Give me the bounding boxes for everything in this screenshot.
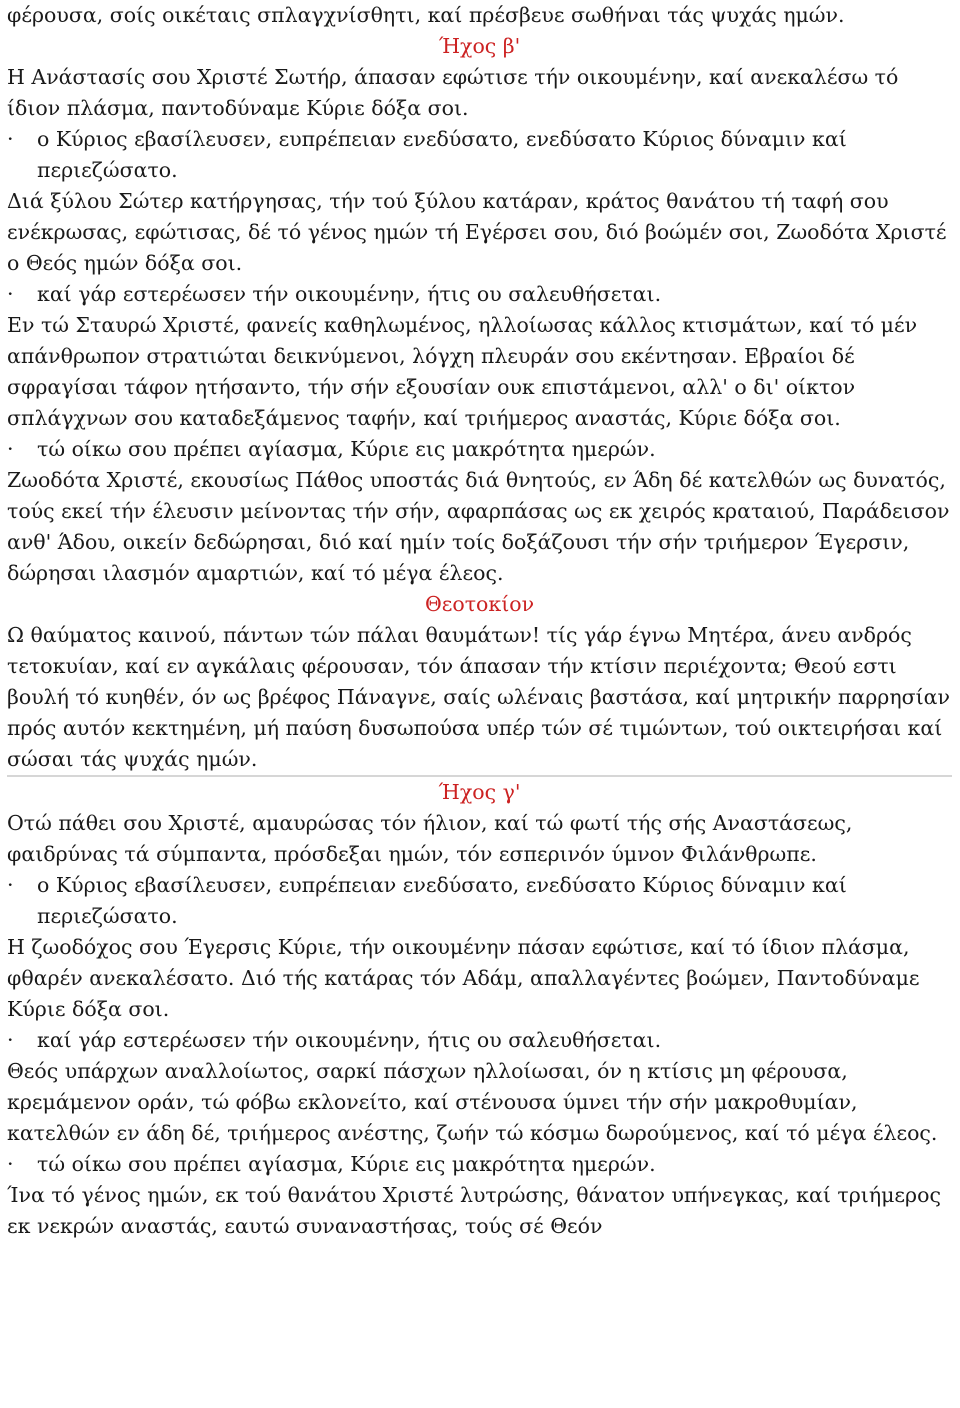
verse-text: τώ οίκω σου πρέπει αγίασμα, Κύριε εις μακρότητα ημερών. bbox=[37, 1152, 656, 1176]
verse-bullet: · bbox=[7, 127, 14, 151]
psalm-verse bbox=[7, 1149, 952, 1180]
verse-text: καί γάρ εστερέωσεν τήν οικουμένην, ήτις ου σαλευθήσεται. bbox=[37, 1028, 662, 1052]
verse-text: ο Κύριος εβασίλευσεν, ευπρέπειαν ενεδύσατο, ενεδύσατο Κύριος δύναμιν καί περιεζώσατο. bbox=[37, 873, 847, 928]
verse-bullet: · bbox=[7, 1152, 14, 1176]
section-heading: Ήχος γ' bbox=[438, 780, 521, 804]
psalm-verse bbox=[7, 434, 952, 465]
verse-bullet: · bbox=[7, 1028, 14, 1052]
section-heading: Ήχος β' bbox=[438, 34, 521, 58]
verse-bullet: · bbox=[7, 873, 14, 897]
hymn-paragraph: Θεός υπάρχων αναλλοίωτος, σαρκί πάσχων ηλλοίωσαι, όν η κτίσις μη φέρουσα, κρεμάμενον οράν, τώ φόβω εκλονείτο, καί στένουσα ύμνει τήν σήν μακροθυμίαν, κατελθών εν άδη δέ, τριήμερος ανέστης, ζωήν τώ κόσμω δωρούμενος, καί τό μέγα έλεος. bbox=[7, 1059, 938, 1145]
hymn-paragraph: Η ζωοδόχος σου Έγερσις Κύριε, τήν οικουμένην πάσαν εφώτισε, καί τό ίδιον πλάσμα, φθαρέν ανεκαλέσατο. Διό τής κατάρας τόν Αδάμ, απαλλαγέντες βοώμεν, Παντοδύναμε Κύριε δόξα σοι. bbox=[7, 935, 920, 1021]
hymn-paragraph: Ω θαύματος καινού, πάντων τών πάλαι θαυμάτων! τίς γάρ έγνω Μητέρα, άνευ ανδρός τετοκυίαν, καί εν αγκάλαις φέρουσαν, τόν άπασαν τήν κτίσιν περιέχοντα; Θεού εστι βουλή τό κυηθέν, όν ως βρέφος Πάναγνε, σαίς ωλέναις βαστάσα, καί μητρικήν παρρησίαν πρός αυτόν κεκτημένη, μή παύση δυσωπούσα υπέρ τών σέ τιμώντων, τού οικτειρήσαι καί σώσαι τάς ψυχάς ημών. bbox=[7, 623, 950, 771]
verse-text: ο Κύριος εβασίλευσεν, ευπρέπειαν ενεδύσατο, ενεδύσατο Κύριος δύναμιν καί περιεζώσατο. bbox=[37, 127, 847, 182]
psalm-verse bbox=[7, 279, 952, 310]
verse-bullet: · bbox=[7, 437, 14, 461]
verse-text: τώ οίκω σου πρέπει αγίασμα, Κύριε εις μακρότητα ημερών. bbox=[37, 437, 656, 461]
hymn-paragraph: φέρουσα, σοίς οικέταις σπλαγχνίσθητι, καί πρέσβευε σωθήναι τάς ψυχάς ημών. bbox=[7, 3, 845, 27]
section-heading: Θεοτοκίον bbox=[424, 592, 535, 616]
verse-bullet: · bbox=[7, 282, 14, 306]
hymn-paragraph: Οτώ πάθει σου Χριστέ, αμαυρώσας τόν ήλιον, καί τώ φωτί τής σής Αναστάσεως, φαιδρύνας τά σύμπαντα, πρόσδεξαι ημών, τόν εσπερινόν ύμνον Φιλάνθρωπε. bbox=[7, 811, 853, 866]
hymn-paragraph: Η Ανάστασίς σου Χριστέ Σωτήρ, άπασαν εφώτισε τήν οικουμένην, καί ανεκαλέσω τό ίδιον πλάσμα, παντοδύναμε Κύριε δόξα σοι. bbox=[7, 65, 899, 120]
hymn-paragraph: Ίνα τό γένος ημών, εκ τού θανάτου Χριστέ λυτρώσης, θάνατον υπήνεγκας, καί τριήμερος εκ νεκρών αναστάς, εαυτώ συναναστήσας, τούς σέ Θεόν bbox=[7, 1183, 941, 1238]
hymn-paragraph: Ζωοδότα Χριστέ, εκουσίως Πάθος υποστάς διά θνητούς, εν Άδη δέ κατελθών ως δυνατός, τούς εκεί τήν έλευσιν μείνοντας τήν σήν, αφαρπάσας ως εκ χειρός κραταιού, Παράδεισον ανθ' Άδου, οικείν δεδώρησαι, διό καί ημίν τοίς δοξάζουσι τήν σήν τριήμερον Έγερσιν, δώρησαι ιλασμόν αμαρτιών, καί τό μέγα έλεος. bbox=[7, 468, 950, 585]
hymn-paragraph: Διά ξύλου Σώτερ κατήργησας, τήν τού ξύλου κατάραν, κράτος θανάτου τή ταφή σου ενέκρωσας, εφώτισας, δέ τό γένος ημών τή Εγέρσει σου, διό βοώμέν σοι, Ζωοδότα Χριστέ ο Θεός ημών δόξα σοι. bbox=[7, 189, 947, 275]
verse-text: καί γάρ εστερέωσεν τήν οικουμένην, ήτις ου σαλευθήσεται. bbox=[37, 282, 662, 306]
hymn-paragraph: Εν τώ Σταυρώ Χριστέ, φανείς καθηλωμένος, ηλλοίωσας κάλλος κτισμάτων, καί τό μέν απάνθρωπον στρατιώται δεικνύμενοι, λόγχη πλευράν σου εκέντησαν. Εβραίοι δέ σφραγίσαι τάφον ητήσαντο, τήν σήν εξουσίαν ουκ επιστάμενοι, αλλ' ο δι' οίκτον σπλάγχνων σου καταδεξάμενος ταφήν, καί τριήμερος αναστάς, Κύριε δόξα σοι. bbox=[7, 313, 918, 430]
psalm-verse bbox=[7, 124, 952, 186]
psalm-verse bbox=[7, 1025, 952, 1056]
psalm-verse bbox=[7, 870, 952, 932]
